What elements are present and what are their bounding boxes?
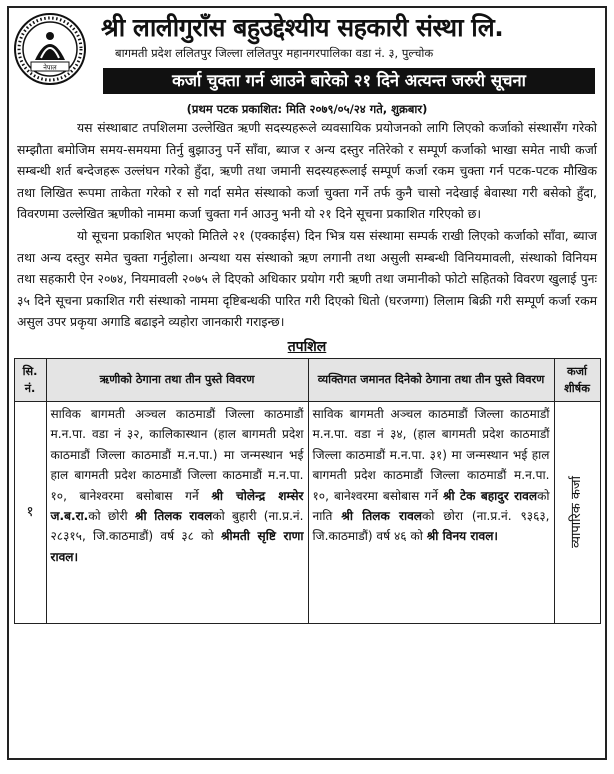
loan-title-cell xyxy=(554,401,600,623)
guarantor-name: श्री विनय रावल। xyxy=(426,529,498,544)
borrower-text-1: साविक बागमती अञ्चल काठमाडौं जिल्ला काठमाडौं म.न.पा. वडा नं ३२, कालिकास्थान (हाल बागमती प्रदेश काठमाडौं जिल्ला काठमाडौं म.न.पा.) मा जन्मस्थान भई हाल बागमती प्रदेश काठमाडौं जिल्ला काठमाडौं म.न.पा. १०, बानेश्वरमा बसोबास गर्ने xyxy=(50,406,304,503)
cooperative-logo-icon xyxy=(13,12,87,86)
header-sn: सि. नं. xyxy=(14,358,46,401)
loan-title: व्यापारिक कर्जा xyxy=(568,476,584,549)
table-row xyxy=(14,401,600,623)
organization-address: बागमती प्रदेश ललितपुर जिल्ला ललितपुर महानगरपालिका वडा नं. ३, पुल्चोक xyxy=(115,46,434,60)
borrower-details xyxy=(46,401,308,623)
borrower-text-2: को छोरी xyxy=(88,508,128,523)
notice-title: कर्जा चुक्ता गर्न आउने बारेको २१ दिने अत्यन्त जरुरी सूचना xyxy=(103,68,595,94)
header-borrower: ऋणीको ठेगाना तथा तीन पुस्ते विवरण xyxy=(46,358,308,401)
guarantor-text-3: को छोरा (ना.प्र.नं. ९३६३, जि.काठमाडौं) वर्ष ४६ को xyxy=(312,508,550,544)
notice-body xyxy=(9,117,605,333)
borrower-name: श्री चोलेन्द्र शम्सेर ज.ब.रा. xyxy=(50,488,304,523)
header-loan-title: कर्जा शीर्षक xyxy=(554,358,600,401)
notice-page xyxy=(7,6,607,760)
logo-text: नेपाल xyxy=(43,63,57,72)
details-table xyxy=(14,358,601,624)
guarantor-details xyxy=(308,401,554,623)
guarantor-grandfather: श्री टेक बहादुर रावल xyxy=(442,488,538,503)
guarantor-text-1: साविक बागमती अञ्चल काठमाडौं जिल्ला काठमाडौं म.न.पा. वडा नं ३४, (हाल बागमती प्रदेश काठमाडौं जिल्ला काठमाडौं म.न.पा. ३१) मा जन्मस्थान भई हाल बागमती प्रदेश काठमाडौं जिल्ला काठमाडौं म.न.पा. १०, बानेश्वरमा बसोबास गर्ने xyxy=(312,406,550,503)
header xyxy=(9,8,605,100)
section-title: तपशिल xyxy=(287,338,327,355)
borrower-spouse-name: श्रीमती सृष्टि राणा रावल। xyxy=(50,529,304,564)
paragraph-2: यो सूचना प्रकाशित भएको मितिले २१ (एक्काईस) दिन भित्र यस संस्थामा सम्पर्क राखी लिएको कर्जाको साँवा, ब्याज तथा अन्य दस्तुर समेत चुक्ता गर्नुहोला। अन्यथा यस संस्थाको ऋण लगानी तथा असुली सम्बन्धी विनियमावली, संस्थाको विनियम तथा सहकारी ऐन २०७४, नियमावली २०७५ ले दिएको अधिकार प्रयोग गरी ऋणी तथा जमानीको फोटो सहितको विवरण खुलाई पुनः ३५ दिने सूचना प्रकाशित गरी संस्थाको नाममा दृष्टिबन्धकी पारित गरी दिएको धितो (घरजग्गा) लिलाम बिक्री गरी सम्पूर्ण कर्जा रकम असुल उपर प्रकृया अगाडि बढाइने व्यहोरा जानकारी गराइन्छ। xyxy=(17,227,597,330)
header-guarantor: व्यक्तिगत जमानत दिनेको ठेगाना तथा तीन पुस्ते विवरण xyxy=(308,358,554,401)
paragraph-1: यस संस्थाबाट तपशिलमा उल्लेखित ऋणी सदस्यहरूले व्यवसायिक प्रयोजनको लागि लिएको कर्जाको संस्थासँग गरेको सम्झौता बमोजिम समय-समयमा तिर्नु बुझाउनु पर्ने साँवा, ब्याज र अन्य दस्तुर नतिरेको र सम्पूर्ण कर्जाको भाखा समेत नाघी कर्जा सम्बन्धी शर्त बन्देजहरू उल्लंघन गरेको हुँदा, ऋणी तथा जमानी सदस्यहरूलाई सम्पूर्ण कर्जा रकम चुक्ता गर्न पटक-पटक मौखिक तथा लिखित रूपमा ताकेता गरेको र सो गर्दा समेत संस्थाको कर्जा चुक्ता गर्ने तर्फ कुनै चासो नदेखाई बेवास्था गरी बसेको हुँदा, विवरणमा उल्लेखित ऋणीको नाममा कर्जा चुक्ता गर्न आउनु भनी यो २१ दिने सूचना प्रकाशित गरिएको छ। xyxy=(17,120,597,222)
row-sn: १ xyxy=(14,401,46,623)
guarantor-text-2: को नाति xyxy=(312,488,550,523)
organization-name: श्री लालीगुराँस बहुउद्देश्यीय सहकारी संस्था लि. xyxy=(101,13,504,42)
borrower-text-3: को बुहारी (ना.प्र.नं. २८३१५, जि.काठमाडौं) वर्ष ३८ को xyxy=(50,508,304,544)
borrower-father: श्री तिलक रावल xyxy=(134,508,213,523)
publication-info: (प्रथम पटक प्रकाशित: मिति २०७९/०५/२४ गते, शुक्रबार) xyxy=(186,102,428,116)
guarantor-father: श्री तिलक रावल xyxy=(341,508,423,523)
table-header-row xyxy=(14,358,600,401)
